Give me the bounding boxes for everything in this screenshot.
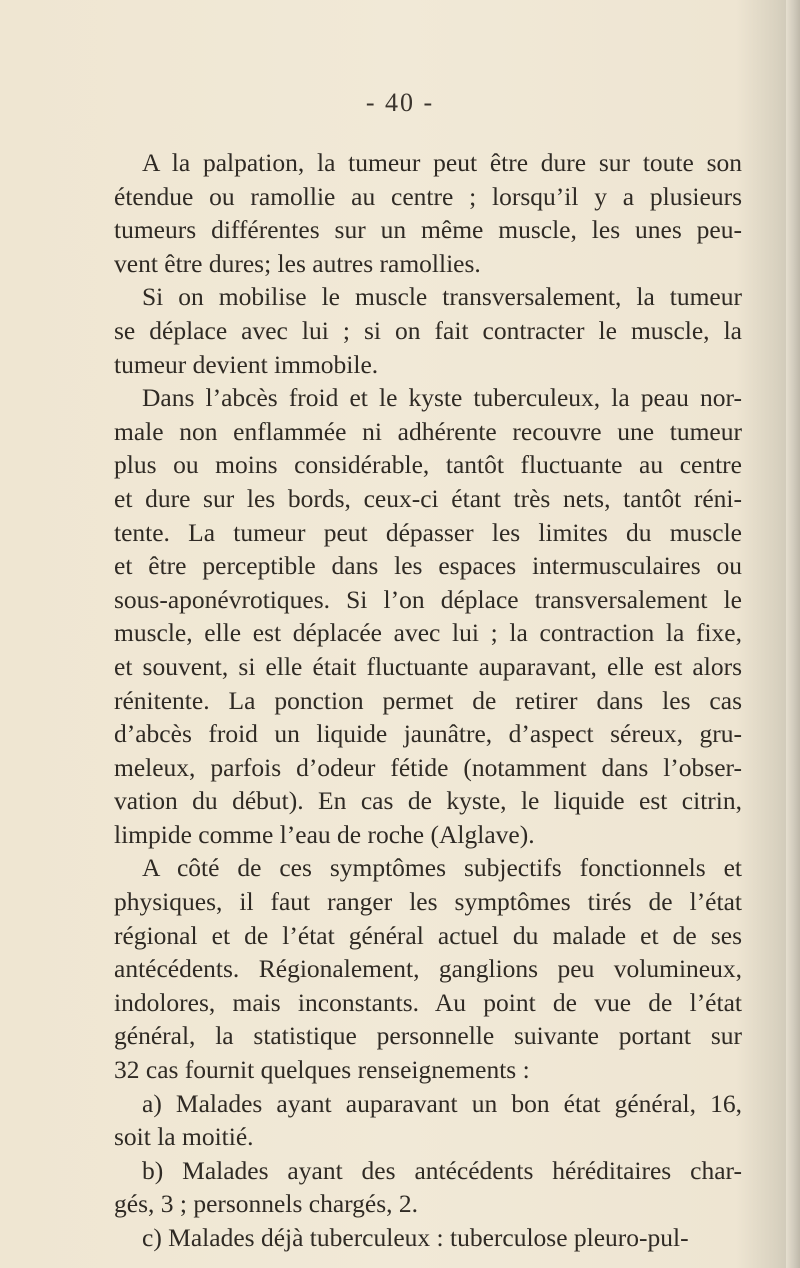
text-line: vent être dures; les autres ramollies. <box>114 248 481 278</box>
text-line: physiques, il faut ranger les symptômes tirés de l’état <box>114 887 742 917</box>
text-line: meleux, parfois d’odeur fétide (notamment dans l’obser- <box>114 752 742 782</box>
text-line: étendue ou ramollie au centre ; lorsqu’il y a plusieurs <box>114 181 742 211</box>
text-line: 32 cas fournit quelques renseignements : <box>114 1055 530 1085</box>
text-line: limpide comme l’eau de roche (Alglave). <box>114 819 535 849</box>
text-line: tente. La tumeur peut dépasser les limites du muscle <box>114 517 742 547</box>
text-line: indolores, mais inconstants. Au point de vue de l’état <box>114 987 742 1017</box>
text-line: tumeur devient immobile. <box>114 349 379 379</box>
text-line: tumeurs différentes sur un même muscle, les unes peu- <box>114 215 742 245</box>
text-line: muscle, elle est déplacée avec lui ; la contraction la fixe, <box>114 618 742 648</box>
text-line: c) Malades déjà tuberculeux : tuberculose pleuro-pul- <box>142 1223 689 1252</box>
text-line: rénitente. La ponction permet de retirer dans les cas <box>114 685 742 715</box>
text-line: A la palpation, la tumeur peut être dure sur toute son <box>142 148 742 177</box>
text-line: male non enflammée ni adhérente recouvre une tumeur <box>114 416 742 446</box>
text-line: régional et de l’état général actuel du malade et de ses <box>114 920 742 950</box>
text-line: soit la moitié. <box>114 1122 254 1152</box>
text-line: plus ou moins considérable, tantôt fluctuante au centre <box>114 450 742 480</box>
text-line: se déplace avec lui ; si on fait contracter le muscle, la <box>114 315 742 345</box>
text-line: gés, 3 ; personnels chargés, 2. <box>114 1189 419 1219</box>
text-line: et être perceptible dans les espaces intermusculaires ou <box>114 551 742 581</box>
text-line: b) Malades ayant des antécédents héréditaires char- <box>142 1155 742 1185</box>
text-line: A côté de ces symptômes subjectifs fonctionnels et <box>142 853 742 883</box>
text-line: antécédents. Régionalement, ganglions peu volumineux, <box>114 954 742 984</box>
page-number: - 40 - <box>365 88 435 117</box>
text-line: d’abcès froid un liquide jaunâtre, d’aspect séreux, gru- <box>114 719 742 749</box>
page-edge <box>786 0 800 1268</box>
text-line: Dans l’abcès froid et le kyste tuberculeux, la peau nor- <box>142 383 742 413</box>
body-text <box>114 146 742 1255</box>
text-line: général, la statistique personnelle suivante portant sur <box>114 1021 742 1051</box>
text-line: vation du début). En cas de kyste, le liquide est citrin, <box>114 786 742 816</box>
text-line: sous-aponévrotiques. Si l’on déplace transversalement le <box>114 584 742 614</box>
text-line: et souvent, si elle était fluctuante auparavant, elle est alors <box>114 651 742 681</box>
text-line: et dure sur les bords, ceux-ci étant très nets, tantôt réni- <box>114 483 742 513</box>
text-line: Si on mobilise le muscle transversalement, la tumeur <box>142 282 742 312</box>
text-line: a) Malades ayant auparavant un bon état général, 16, <box>142 1088 742 1118</box>
